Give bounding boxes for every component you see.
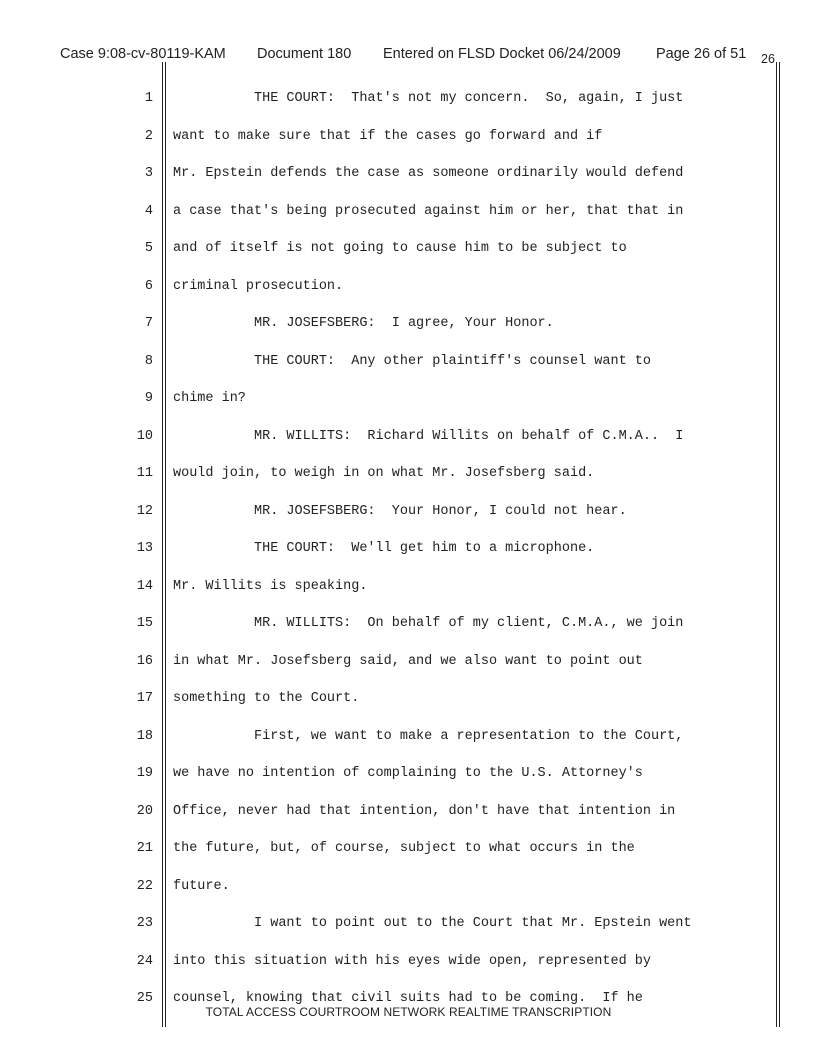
line-number: 12 (136, 503, 153, 519)
transcript-line: would join, to weigh in on what Mr. Josefsberg said. (173, 466, 595, 481)
transcript-line: criminal prosecution. (173, 278, 344, 294)
page-of-total: Page 26 of 51 (656, 46, 747, 62)
line-number: 14 (136, 578, 153, 594)
line-number: 20 (136, 803, 153, 819)
transcript-line: Mr. Willits is speaking. (173, 578, 368, 594)
line-number: 22 (136, 878, 153, 894)
transcript-line: want to make sure that if the cases go forward and if (173, 128, 603, 144)
transcript-line: MR. JOSEFSBERG: I agree, Your Honor. (173, 316, 554, 331)
transcript-line: THE COURT: That's not my concern. So, again, I just (173, 91, 684, 106)
transcript-line: MR. WILLITS: Richard Willits on behalf of C.M.A.. I (173, 428, 684, 444)
transcript-line: in what Mr. Josefsberg said, and we also want to point out (173, 653, 643, 669)
line-number: 8 (144, 353, 153, 369)
line-number: 5 (144, 241, 153, 256)
transcript-line: we have no intention of complaining to the U.S. Attorney's (173, 766, 643, 781)
transcript-line: and of itself is not going to cause him to be subject to (173, 241, 627, 256)
transcript-line: I want to point out to the Court that Mr. Epstein went (173, 916, 692, 931)
line-number: 9 (144, 391, 153, 406)
left-margin-rule-inner (165, 62, 166, 1027)
right-margin-rule-outer (776, 62, 777, 1027)
line-number: 15 (136, 616, 153, 631)
transcript-line: something to the Court. (173, 691, 360, 706)
line-number: 25 (136, 991, 153, 1006)
line-number: 18 (136, 728, 153, 744)
line-number: 13 (136, 541, 153, 556)
line-number: 16 (136, 653, 153, 669)
line-number: 24 (136, 953, 153, 969)
line-number: 23 (136, 916, 153, 931)
transcript-page-number: 26 (761, 52, 775, 66)
right-margin-rule-inner (779, 62, 780, 1027)
transcript-line: Mr. Epstein defends the case as someone ordinarily would defend (173, 166, 684, 181)
docket-entry-date: Entered on FLSD Docket 06/24/2009 (383, 46, 621, 62)
transcript-line: future. (173, 878, 230, 894)
transcript-line: chime in? (173, 391, 246, 406)
line-number: 7 (144, 316, 153, 331)
transcript-line: MR. JOSEFSBERG: Your Honor, I could not hear. (173, 503, 627, 519)
transcript-line: counsel, knowing that civil suits had to be coming. If he (173, 991, 643, 1006)
line-number: 3 (144, 166, 153, 181)
footer-transcription-credit: TOTAL ACCESS COURTROOM NETWORK REALTIME TRANSCRIPTION (205, 1005, 612, 1019)
transcript-line: First, we want to make a representation to the Court, (173, 728, 684, 744)
page-header (60, 46, 780, 68)
document-number: Document 180 (257, 46, 352, 62)
transcript-line: MR. WILLITS: On behalf of my client, C.M.A., we join (173, 616, 684, 631)
transcript-line: into this situation with his eyes wide open, represented by (173, 953, 651, 969)
transcript-line: THE COURT: Any other plaintiff's counsel want to (173, 353, 651, 369)
line-number: 21 (136, 841, 153, 856)
left-margin-rule-outer (162, 62, 163, 1027)
line-number: 2 (144, 128, 153, 144)
line-number: 1 (144, 91, 153, 106)
case-number: Case 9:08-cv-80119-KAM (60, 46, 226, 62)
line-number: 6 (144, 278, 153, 294)
transcript-line: the future, but, of course, subject to what occurs in the (173, 841, 635, 856)
line-number: 4 (144, 203, 153, 219)
line-number: 19 (136, 766, 153, 781)
transcript-line: Office, never had that intention, don't have that intention in (173, 803, 676, 819)
line-number: 10 (136, 428, 153, 444)
line-number: 11 (136, 466, 153, 481)
transcript-line: THE COURT: We'll get him to a microphone. (173, 541, 595, 556)
line-number: 17 (136, 691, 153, 706)
transcript-line: a case that's being prosecuted against him or her, that that in (173, 203, 684, 219)
